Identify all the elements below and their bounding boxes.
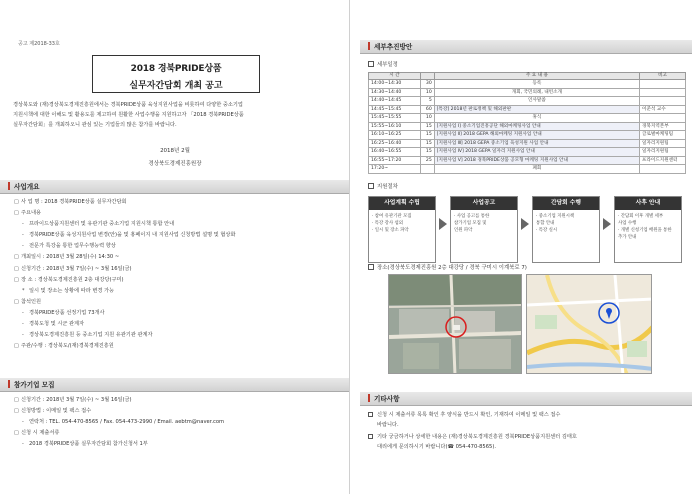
flow-step bbox=[532, 196, 600, 263]
etc-list bbox=[368, 410, 688, 452]
list-item-text: 경상북도경제진흥원 등 중소기업 지원 유관기관 관계자 bbox=[29, 332, 153, 339]
schedule-row bbox=[369, 165, 686, 174]
flow-step bbox=[368, 196, 436, 263]
intro-line: 지원시책에 대한 이해도 및 활용도를 제고하여 원활한 사업수행을 지원하고자 「2018 경북PRIDE상품 bbox=[13, 112, 244, 118]
list-item-text: 전문가 특강을 통한 업무수행능력 향상 bbox=[29, 243, 116, 250]
schedule-cell-min: 25 bbox=[420, 156, 434, 165]
schedule-cell-content: 개회, 국민의례, 내빈소개 bbox=[434, 88, 639, 97]
schedule-cell-min: 30 bbox=[420, 80, 434, 89]
schedule-cell-note bbox=[640, 88, 686, 97]
schedule-row bbox=[369, 131, 686, 140]
schedule-subheading: 세부일정 bbox=[368, 60, 398, 68]
list-item bbox=[14, 219, 344, 230]
list-marker: □ bbox=[14, 210, 19, 217]
title-line-1: 2018 경북PRIDE상품 bbox=[130, 64, 222, 74]
schedule-cell-note: 일자리지원팀 bbox=[640, 139, 686, 148]
list-item-text: 프라이드상품지원센터 및 유관기관 중소기업 지원시책 통합 안내 bbox=[29, 221, 175, 228]
schedule-cell-min: 10 bbox=[420, 114, 434, 123]
flow-step-body bbox=[533, 210, 599, 237]
intro-line: 실무자간담회」를 개최하오니 관심 있는 기업들의 많은 참가를 바랍니다. bbox=[13, 122, 177, 128]
list-item bbox=[14, 330, 344, 341]
schedule-cell-time: 14:40~14:45 bbox=[369, 97, 421, 106]
flow-step-line: 통합 안내 bbox=[536, 221, 555, 226]
list-item bbox=[14, 395, 344, 406]
list-item-text: 장 소 : 경상북도경제진흥원 2층 대강당(구미) bbox=[21, 276, 124, 283]
schedule-cell-min bbox=[420, 165, 434, 174]
flow-step-body bbox=[451, 210, 517, 237]
schedule-row bbox=[369, 139, 686, 148]
flow-step-title: 사업계획 수립 bbox=[369, 197, 435, 210]
schedule-header-row bbox=[369, 73, 686, 80]
schedule-cell-content: [지원사업 Ⅳ] 2018 GEPA 일자리 지원사업 안내 bbox=[434, 148, 639, 157]
list-item bbox=[14, 275, 344, 286]
flow-step-line: · 참여 유관기관 모집 bbox=[372, 214, 412, 219]
list-item bbox=[14, 230, 344, 241]
street-map-graphic bbox=[527, 275, 652, 374]
flow-step-line: 인원 파악 bbox=[454, 228, 473, 233]
list-item bbox=[14, 208, 344, 219]
etc-line: 대리에게 문의하시기 바랍니다(☎ 054-470-8565). bbox=[377, 444, 496, 450]
issuer-name: 경상북도경제진흥원장 bbox=[148, 161, 202, 167]
schedule-cell-note: 경북지역본부 bbox=[640, 122, 686, 131]
flow-step-title: 사업공고 bbox=[451, 197, 517, 210]
flow-step-body bbox=[615, 210, 681, 244]
list-item bbox=[14, 417, 344, 428]
list-marker: - bbox=[22, 243, 24, 250]
schedule-row bbox=[369, 88, 686, 97]
list-item-text: 2018 경북PRIDE상품 실무자간담회 참가신청서 1부 bbox=[29, 441, 148, 448]
schedule-cell-time: 16:55~17:20 bbox=[369, 156, 421, 165]
list-marker: * bbox=[22, 287, 25, 294]
flow-arrow-icon bbox=[439, 218, 447, 230]
list-item bbox=[14, 241, 344, 252]
schedule-cell-content: [지원사업 Ⅲ] 2018 GEPA 중소기업 육성지원 사업 안내 bbox=[434, 139, 639, 148]
list-item-text: 주관/수행 : 경상북도/(재)경북경제진흥원 bbox=[21, 343, 114, 350]
section-title: 사업개요 bbox=[14, 183, 40, 191]
schedule-table bbox=[368, 72, 686, 174]
schedule-cell-note bbox=[640, 165, 686, 174]
list-item-text: 연락처 : TEL. 054-470-8565 / Fax. 054-473-2990 / Email. aebtm@naver.com bbox=[29, 419, 225, 426]
list-item-text: 신청 시 제출서류 bbox=[21, 430, 60, 437]
schedule-row bbox=[369, 80, 686, 89]
intro-line: 경상북도와 (재)경상북도경제진흥원에서는 경북PRIDE상품 육성지원사업을 비롯하여 다양한 중소기업 bbox=[13, 102, 243, 108]
list-marker: □ bbox=[14, 254, 19, 261]
list-item-text: 경북PRIDE상품 육성지원사업 변경(안)을 및 홍페이지 내 지원사업 신청방법 설명 및 협상화 bbox=[29, 232, 236, 239]
schedule-cell-time: 16:40~16:55 bbox=[369, 148, 421, 157]
list-item-text: 신청기간 : 2018년 3월 7일(수) ~ 3월 16일(금) bbox=[21, 265, 132, 272]
aerial-map-image bbox=[388, 274, 522, 374]
flow-step-line: · 특강 실시 bbox=[536, 228, 558, 233]
schedule-cell-content: 휴식 bbox=[434, 114, 639, 123]
list-item bbox=[14, 297, 344, 308]
list-item bbox=[14, 406, 344, 417]
list-marker: - bbox=[22, 419, 24, 426]
section-header-etc bbox=[360, 392, 692, 406]
section-marker bbox=[8, 182, 10, 190]
list-item-text: 경북도청 및 시군 관계자 bbox=[29, 321, 85, 328]
list-item bbox=[14, 428, 344, 439]
schedule-cell-time: 14:00~14:30 bbox=[369, 80, 421, 89]
schedule-row bbox=[369, 97, 686, 106]
schedule-cell-time: 16:10~16:25 bbox=[369, 131, 421, 140]
announcement-date: 2018년 2월 bbox=[160, 148, 190, 154]
schedule-cell-min: 15 bbox=[420, 122, 434, 131]
checkbox-marker-icon bbox=[368, 434, 373, 439]
checkbox-marker-icon bbox=[368, 264, 374, 270]
flow-step-line: · 간담회 이후 개별 세부 bbox=[618, 214, 664, 219]
schedule-row bbox=[369, 148, 686, 157]
document-number: 공고 제2018-33호 bbox=[18, 41, 60, 47]
list-item bbox=[14, 308, 344, 319]
flow-step-line: 참가기업 모집 및 bbox=[454, 221, 487, 226]
list-marker: □ bbox=[14, 430, 19, 437]
schedule-cell-content: 등록 bbox=[434, 80, 639, 89]
section-title: 참가기업 모집 bbox=[14, 381, 55, 389]
etc-line: 바랍니다. bbox=[377, 422, 399, 428]
section-marker bbox=[368, 42, 370, 50]
schedule-cell-note: 프라이드지원센터 bbox=[640, 156, 686, 165]
flow-step-body bbox=[369, 210, 435, 237]
checkbox-marker-icon bbox=[368, 61, 374, 67]
flow-step bbox=[614, 196, 682, 263]
place-subheading: 장소(경상북도경제진흥원 2층 대강당 / 경북 구미시 이계북로 7) bbox=[368, 263, 527, 271]
title-box bbox=[92, 55, 260, 93]
schedule-cell-content: [지원사업 Ⅴ] 2018 경북PRIDE상품 공모형 마케팅 지원사업 안내 bbox=[434, 156, 639, 165]
flow-step-line: · 중소기업 지원시책 bbox=[536, 214, 575, 219]
recruit-list bbox=[14, 395, 344, 450]
schedule-cell-content: 폐회 bbox=[434, 165, 639, 174]
list-item-text: 참석인원 bbox=[21, 298, 42, 305]
schedule-cell-min: 10 bbox=[420, 88, 434, 97]
list-item-text: 신청방법 : 이메일 및 팩스 접수 bbox=[21, 408, 92, 415]
flow-step-line: · 일시 및 장소 파악 bbox=[372, 228, 409, 233]
list-marker: □ bbox=[14, 298, 19, 305]
street-map-image bbox=[526, 274, 652, 374]
schedule-cell-note: 이준석 교수 bbox=[640, 105, 686, 114]
schedule-cell-content: [지원사업 Ⅰ] 중소기업진흥공단 해외마케팅사업 안내 bbox=[434, 122, 639, 131]
header-minutes bbox=[420, 73, 434, 80]
schedule-cell-time: 15:55~16:10 bbox=[369, 122, 421, 131]
schedule-cell-time: 14:30~14:40 bbox=[369, 88, 421, 97]
flow-arrow-icon bbox=[603, 218, 611, 230]
list-marker: - bbox=[22, 309, 24, 316]
schedule-cell-min: 5 bbox=[420, 97, 434, 106]
list-marker: □ bbox=[14, 397, 19, 403]
section-marker bbox=[368, 394, 370, 402]
list-marker: □ bbox=[14, 199, 19, 205]
list-item-text: 일시 및 장소는 상황에 따라 변경 가능 bbox=[29, 287, 115, 294]
flow-step-title: 간담회 수행 bbox=[533, 197, 599, 210]
list-item-text: 경북PRIDE상품 선정기업 73개사 bbox=[29, 309, 105, 316]
schedule-cell-min: 15 bbox=[420, 139, 434, 148]
list-item-text: 사 업 명 : 2018 경북PRIDE상품 실무자간담회 bbox=[21, 199, 127, 205]
schedule-cell-note bbox=[640, 114, 686, 123]
list-item bbox=[14, 197, 344, 208]
list-item-text: 신청기간 : 2018년 3월 7일(수) ~ 3월 16일(금) bbox=[21, 397, 132, 403]
schedule-cell-time: 14:45~15:45 bbox=[369, 105, 421, 114]
schedule-cell-note: 글로벌마케팅팀 bbox=[640, 131, 686, 140]
flow-step-line: 추가 안내 bbox=[618, 235, 637, 240]
intro-paragraph bbox=[10, 100, 340, 130]
schedule-cell-min: 15 bbox=[420, 148, 434, 157]
flow-step-line: · 개별 신청기업 배원을 통한 bbox=[618, 228, 672, 233]
list-item bbox=[14, 264, 344, 275]
schedule-row bbox=[369, 105, 686, 114]
header-time: 시 간 bbox=[369, 73, 421, 80]
schedule-row bbox=[369, 122, 686, 131]
list-item bbox=[14, 439, 344, 450]
checkbox-marker-icon bbox=[368, 412, 373, 417]
list-marker: - bbox=[22, 221, 24, 228]
flow-step-line: · 사업 공고를 통한 bbox=[454, 214, 490, 219]
list-marker: □ bbox=[14, 408, 19, 415]
schedule-cell-content: [특강] 2018년 판로정책 및 해외판판 bbox=[434, 105, 639, 114]
list-item-text: 개최일시 : 2018년 3월 28일(수) 14:30 ~ bbox=[21, 254, 120, 261]
schedule-cell-note: 일자리지원팀 bbox=[640, 148, 686, 157]
flow-step-line: 사업 수행 bbox=[618, 221, 637, 226]
right-page bbox=[350, 0, 700, 494]
flow-arrow-icon bbox=[521, 218, 529, 230]
list-marker: □ bbox=[14, 343, 19, 350]
etc-line: 신청 시 제출서류 목록 확인 후 양식을 반드시 확인, 기재하여 이메일 및 팩스 접수 bbox=[368, 410, 688, 420]
aerial-map-graphic bbox=[389, 275, 522, 374]
section-header-recruit bbox=[0, 378, 350, 392]
schedule-row bbox=[369, 156, 686, 165]
schedule-cell-time: 15:45~15:55 bbox=[369, 114, 421, 123]
list-item bbox=[14, 319, 344, 330]
list-marker: □ bbox=[14, 276, 19, 283]
schedule-cell-content: [지원사업 Ⅱ] 2018 GEPA 해외마케팅 지원사업 안내 bbox=[434, 131, 639, 140]
etc-line: 기타 궁금하거나 상세한 내용은 (재)경상북도경제진흥원 경북PRIDE상품지원센터 김태호 bbox=[368, 432, 688, 442]
header-note: 비고 bbox=[640, 73, 686, 80]
section-header-overview bbox=[0, 180, 350, 194]
schedule-cell-min: 15 bbox=[420, 131, 434, 140]
list-marker: - bbox=[22, 321, 24, 328]
schedule-cell-time: 16:25~16:40 bbox=[369, 139, 421, 148]
flow-step bbox=[450, 196, 518, 263]
list-marker: - bbox=[22, 332, 24, 339]
flow-step-title: 사후 안내 bbox=[615, 197, 681, 210]
list-marker: - bbox=[22, 441, 24, 448]
schedule-row bbox=[369, 114, 686, 123]
checkbox-marker-icon bbox=[368, 183, 374, 189]
title-line-2: 실무자간담회 개최 공고 bbox=[129, 81, 223, 91]
section-title: 세부추진방안 bbox=[374, 43, 413, 51]
schedule-cell-note bbox=[640, 97, 686, 106]
flow-subheading: 지원절차 bbox=[368, 182, 398, 190]
list-marker: □ bbox=[14, 265, 19, 272]
list-item bbox=[14, 252, 344, 263]
section-title: 기타사항 bbox=[374, 395, 400, 403]
schedule-cell-content: 인사말씀 bbox=[434, 97, 639, 106]
list-marker: - bbox=[22, 232, 24, 239]
list-item bbox=[14, 341, 344, 352]
list-item bbox=[14, 286, 344, 297]
schedule-cell-time: 17:20~ bbox=[369, 165, 421, 174]
section-marker bbox=[8, 380, 10, 388]
header-content: 주 요 내 용 bbox=[434, 73, 639, 80]
schedule-cell-min: 60 bbox=[420, 105, 434, 114]
flow-step-line: · 특강 강사 섭외 bbox=[372, 221, 404, 226]
overview-list bbox=[14, 197, 344, 352]
list-item-text: 주요내용 bbox=[21, 210, 42, 217]
section-header-plan bbox=[360, 40, 692, 54]
schedule-cell-note bbox=[640, 80, 686, 89]
